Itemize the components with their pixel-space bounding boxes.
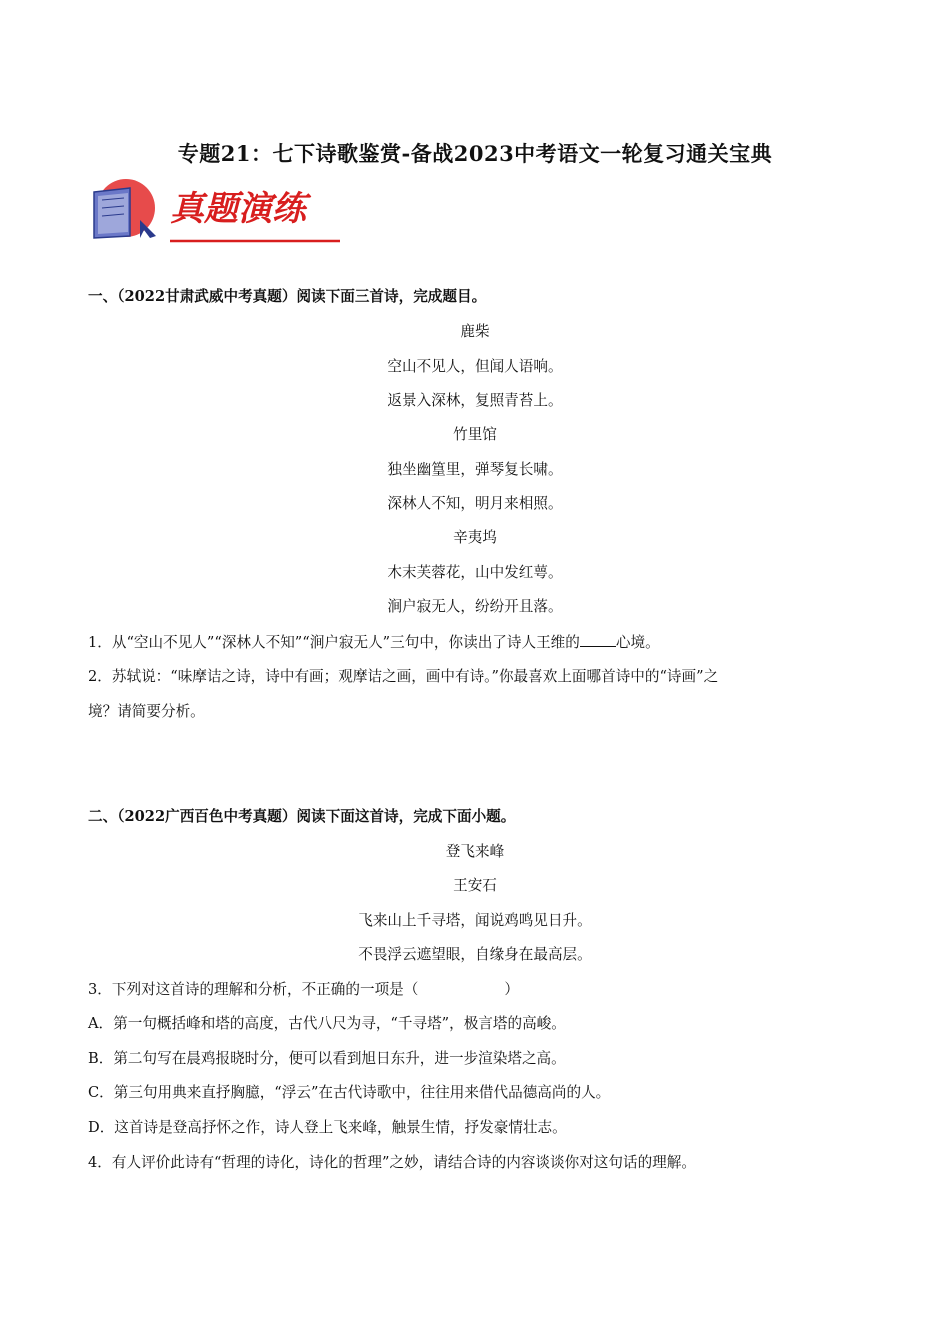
zhenti-yanlian-logo: [88, 178, 348, 248]
poem-title: 登飞来峰: [445, 843, 505, 860]
option-c: C．第三句用典来直抒胸臆，“浮云”在古代诗歌中，往往用来借代品德高尚的人。: [88, 1084, 611, 1101]
poem-line1: 飞来山上千寻塔，闻说鸡鸣见日升。: [358, 912, 592, 929]
question-3: [88, 980, 863, 1000]
question-4: 4．有人评价此诗有“哲理的诗化，诗化的哲理”之妙，请结合诗的内容谈谈你对这句话的理解。: [88, 1154, 696, 1171]
poem-author: 王安石: [453, 877, 497, 894]
question-1-tail: 心境。: [615, 634, 660, 651]
poem1-line1: 空山不见人，但闻人语响。: [387, 358, 563, 375]
option-b: B．第二句写在晨鸡报晓时分，便可以看到旭日东升，进一步渲染塔之高。: [88, 1050, 566, 1067]
answer-blank[interactable]: [580, 632, 616, 647]
poem2-line2: 深林人不知，明月来相照。: [387, 495, 563, 512]
option-d: D．这首诗是登高抒怀之作，诗人登上飞来峰，触景生情，抒发豪情壮志。: [88, 1119, 567, 1136]
option-a: A．第一句概括峰和塔的高度，古代八尺为寻，“千寻塔”，极言塔的高峻。: [88, 1015, 566, 1032]
question-2-line2: 境？请简要分析。: [88, 703, 205, 720]
poem3-title: 辛夷坞: [453, 529, 497, 546]
question-2-line1: 2．苏轼说：“味摩诘之诗，诗中有画；观摩诘之画，画中有诗。”你最喜欢上面哪首诗中的“诗画”之: [88, 668, 719, 685]
section2-heading: 二、（2022广西百色中考真题）阅读下面这首诗，完成下面小题。: [88, 808, 516, 825]
poem1-line2: 返景入深林，复照青苔上。: [387, 392, 563, 409]
poem3-line2: 涧户寂无人，纷纷开且落。: [387, 598, 563, 615]
poem2-line1: 独坐幽篁里，弹琴复长啸。: [387, 461, 563, 478]
question-1-text: 1．从“空山不见人”“深林人不知”“涧户寂无人”三句中，你读出了诗人王维的: [88, 634, 580, 651]
poem2-title: 竹里馆: [453, 426, 497, 443]
question-3-text: 3．下列对这首诗的理解和分析，不正确的一项是（: [88, 981, 419, 998]
poem1-title: 鹿柴: [460, 323, 490, 340]
poem-line2: 不畏浮云遮望眼，自缘身在最高层。: [358, 946, 592, 963]
page-title: 专题21：七下诗歌鉴赏-备战2023中考语文一轮复习通关宝典: [177, 141, 773, 166]
question-1: [88, 632, 863, 653]
section1-heading: 一、（2022甘肃武威中考真题）阅读下面三首诗，完成题目。: [88, 288, 487, 305]
question-3-close: ）: [504, 981, 519, 998]
logo-text: 真题演练: [170, 189, 306, 229]
poem3-line1: 木末芙蓉花，山中发红萼。: [387, 564, 563, 581]
